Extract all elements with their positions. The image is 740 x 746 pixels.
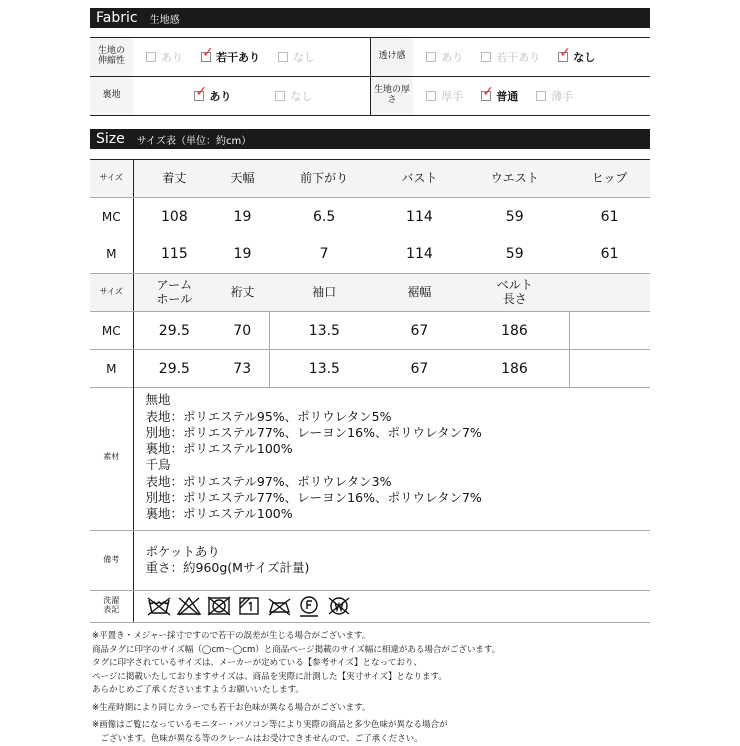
column-header: 前下がり — [270, 160, 379, 198]
option-label: あり — [441, 49, 463, 65]
size-header-row — [90, 274, 650, 312]
checked-checkbox-icon — [194, 91, 204, 101]
note-line: ※画像はご覧になっているモニター・パソコン等により実際の商品と多少色味が異なる場合が — [92, 719, 500, 733]
size-value: 59 — [460, 198, 569, 236]
section-title-jp: サイズ表（単位：約cm） — [137, 132, 251, 147]
material-row — [90, 385, 650, 530]
option-label: なし — [290, 88, 312, 104]
checkbox-icon — [426, 91, 436, 101]
remarks-row — [90, 530, 650, 590]
material-label: 素材 — [90, 385, 133, 530]
checkbox-icon — [426, 52, 436, 62]
remarks-text — [133, 530, 650, 590]
fabric-option — [426, 88, 463, 104]
checked-checkbox-icon — [481, 91, 491, 101]
size-value: 67 — [379, 312, 461, 350]
remarks-label: 備考 — [90, 530, 133, 590]
fabric-options — [133, 77, 370, 116]
washing-label: 洗濯表記 — [90, 590, 133, 622]
fabric-attr-label: 生地の 伸縮性 — [90, 38, 133, 77]
fabric-section-header — [90, 8, 650, 28]
remarks-line: ポケットあり — [146, 544, 639, 560]
size-label: サイズ — [90, 274, 133, 312]
option-label: 若干あり — [216, 49, 260, 65]
fabric-option — [536, 88, 573, 104]
column-header: ヒップ — [569, 160, 650, 198]
fabric-option — [278, 49, 315, 65]
column-header: 着丈 — [133, 160, 215, 198]
checked-checkbox-icon — [201, 52, 211, 62]
size-row — [90, 350, 650, 388]
option-label: なし — [293, 49, 315, 65]
size-row — [90, 236, 650, 274]
option-label: 薄手 — [551, 88, 573, 104]
option-label: あり — [161, 49, 183, 65]
note-line: ※平置き・メジャー採寸ですので若干の誤差が生じる場合がございます。 — [92, 630, 500, 644]
fabric-option — [558, 49, 595, 65]
option-label: あり — [209, 88, 231, 104]
size-value: 73 — [215, 350, 269, 388]
option-label: 厚手 — [441, 88, 463, 104]
remarks-line: 重さ：約960g(Mサイズ計量) — [146, 560, 639, 576]
size-value — [569, 312, 650, 350]
no-wet-clean-icon — [326, 595, 352, 618]
size-value: 7 — [270, 236, 379, 274]
checkbox-icon — [536, 91, 546, 101]
size-value: 67 — [379, 350, 461, 388]
size-value: 115 — [133, 236, 215, 274]
size-value: 61 — [569, 236, 650, 274]
size-row — [90, 198, 650, 236]
washing-symbols — [146, 595, 639, 618]
size-value: 29.5 — [133, 350, 215, 388]
size-value: 186 — [460, 312, 569, 350]
fabric-option — [201, 49, 260, 65]
checkbox-icon — [275, 91, 285, 101]
size-name: MC — [90, 198, 133, 236]
option-label: なし — [573, 49, 595, 65]
option-label: 若干あり — [496, 49, 540, 65]
size-value: 19 — [215, 236, 269, 274]
size-value: 59 — [460, 236, 569, 274]
line-dry-shade-icon — [236, 595, 262, 618]
column-header: バスト — [379, 160, 461, 198]
column-header: 天幅 — [215, 160, 269, 198]
size-header-row — [90, 160, 650, 198]
material-line: 裏地：ポリエステル100% — [146, 506, 639, 522]
no-iron-icon — [266, 595, 292, 618]
fabric-attr-label: 透け感 — [370, 38, 413, 77]
section-title-en: Size — [96, 131, 125, 147]
column-header: アーム ホール — [133, 274, 215, 312]
column-header: 裄丈 — [215, 274, 269, 312]
note-line: ページに掲載いたしておりますサイズは、商品を実際に計測した【実寸サイズ】となります。 — [92, 671, 500, 685]
size-value — [569, 350, 650, 388]
column-header: ウエスト — [460, 160, 569, 198]
section-title-en: Fabric — [96, 10, 138, 26]
fabric-options — [413, 38, 650, 77]
fabric-option — [275, 88, 312, 104]
column-header — [569, 274, 650, 312]
checkbox-icon — [278, 52, 288, 62]
size-name: MC — [90, 312, 133, 350]
fabric-option — [426, 49, 463, 65]
fabric-option — [481, 88, 518, 104]
size-name: M — [90, 350, 133, 388]
size-value: 114 — [379, 198, 461, 236]
no-wash-icon — [146, 595, 172, 618]
size-value: 13.5 — [270, 312, 379, 350]
column-header: 袖口 — [270, 274, 379, 312]
material-line: 裏地：ポリエステル100% — [146, 441, 639, 457]
checkbox-icon — [146, 52, 156, 62]
size-value: 61 — [569, 198, 650, 236]
size-label: サイズ — [90, 160, 133, 198]
fabric-options — [133, 38, 370, 77]
material-line: 千鳥 — [146, 457, 639, 473]
size-value: 108 — [133, 198, 215, 236]
material-line: 表地：ポリエステル95%、ポリウレタン5% — [146, 409, 639, 425]
washing-row — [90, 590, 650, 622]
size-value: 6.5 — [270, 198, 379, 236]
size-value: 29.5 — [133, 312, 215, 350]
note-line: あらかじめご了承くださいますようお願いいたします。 — [92, 684, 500, 698]
material-text — [133, 385, 650, 530]
fabric-table — [90, 37, 650, 116]
no-bleach-icon — [176, 595, 202, 618]
note-line: ございます。色味が異なる等のクレームはお受けできませんので、ご了承ください。 — [92, 733, 500, 746]
fabric-attr-label: 生地の厚さ — [370, 77, 413, 116]
size-name: M — [90, 236, 133, 274]
material-line: 無地 — [146, 392, 639, 408]
fabric-option — [194, 88, 231, 104]
note-line: タグに印字されているサイズは、メーカーが定めている【参考サイズ】となっており、 — [92, 657, 500, 671]
size-table — [90, 159, 650, 388]
fabric-row — [90, 77, 650, 116]
info-table — [90, 385, 650, 623]
material-line: 別地：ポリエステル77%、レーヨン16%、ポリウレタン7% — [146, 490, 639, 506]
column-header: 裾幅 — [379, 274, 461, 312]
material-line: 別地：ポリエステル77%、レーヨン16%、ポリウレタン7% — [146, 425, 639, 441]
note-line: ※生産時期により同じカラーでも若干お色味が異なる場合がございます。 — [92, 702, 500, 716]
option-label: 普通 — [496, 88, 518, 104]
fabric-attr-label: 裏地 — [90, 77, 133, 116]
checkbox-icon — [481, 52, 491, 62]
checked-checkbox-icon — [558, 52, 568, 62]
fabric-options — [413, 77, 650, 116]
size-value: 70 — [215, 312, 269, 350]
size-section-header — [90, 129, 650, 149]
size-value: 19 — [215, 198, 269, 236]
column-header: ベルト 長さ — [460, 274, 569, 312]
size-value: 114 — [379, 236, 461, 274]
material-line: 表地：ポリエステル97%、ポリウレタン3% — [146, 474, 639, 490]
section-title-jp: 生地感 — [150, 11, 180, 26]
dry-clean-f-icon — [296, 595, 322, 618]
no-tumble-dry-icon — [206, 595, 232, 618]
note-line: 商品タグに印字のサイズ幅（◯cm～◯cm）と商品ページ掲載のサイズ幅に相違がある場合がございます。 — [92, 644, 500, 658]
fabric-option — [481, 49, 540, 65]
size-value: 13.5 — [270, 350, 379, 388]
fabric-option — [146, 49, 183, 65]
notes — [92, 630, 500, 746]
size-value: 186 — [460, 350, 569, 388]
size-row — [90, 312, 650, 350]
fabric-row — [90, 38, 650, 77]
